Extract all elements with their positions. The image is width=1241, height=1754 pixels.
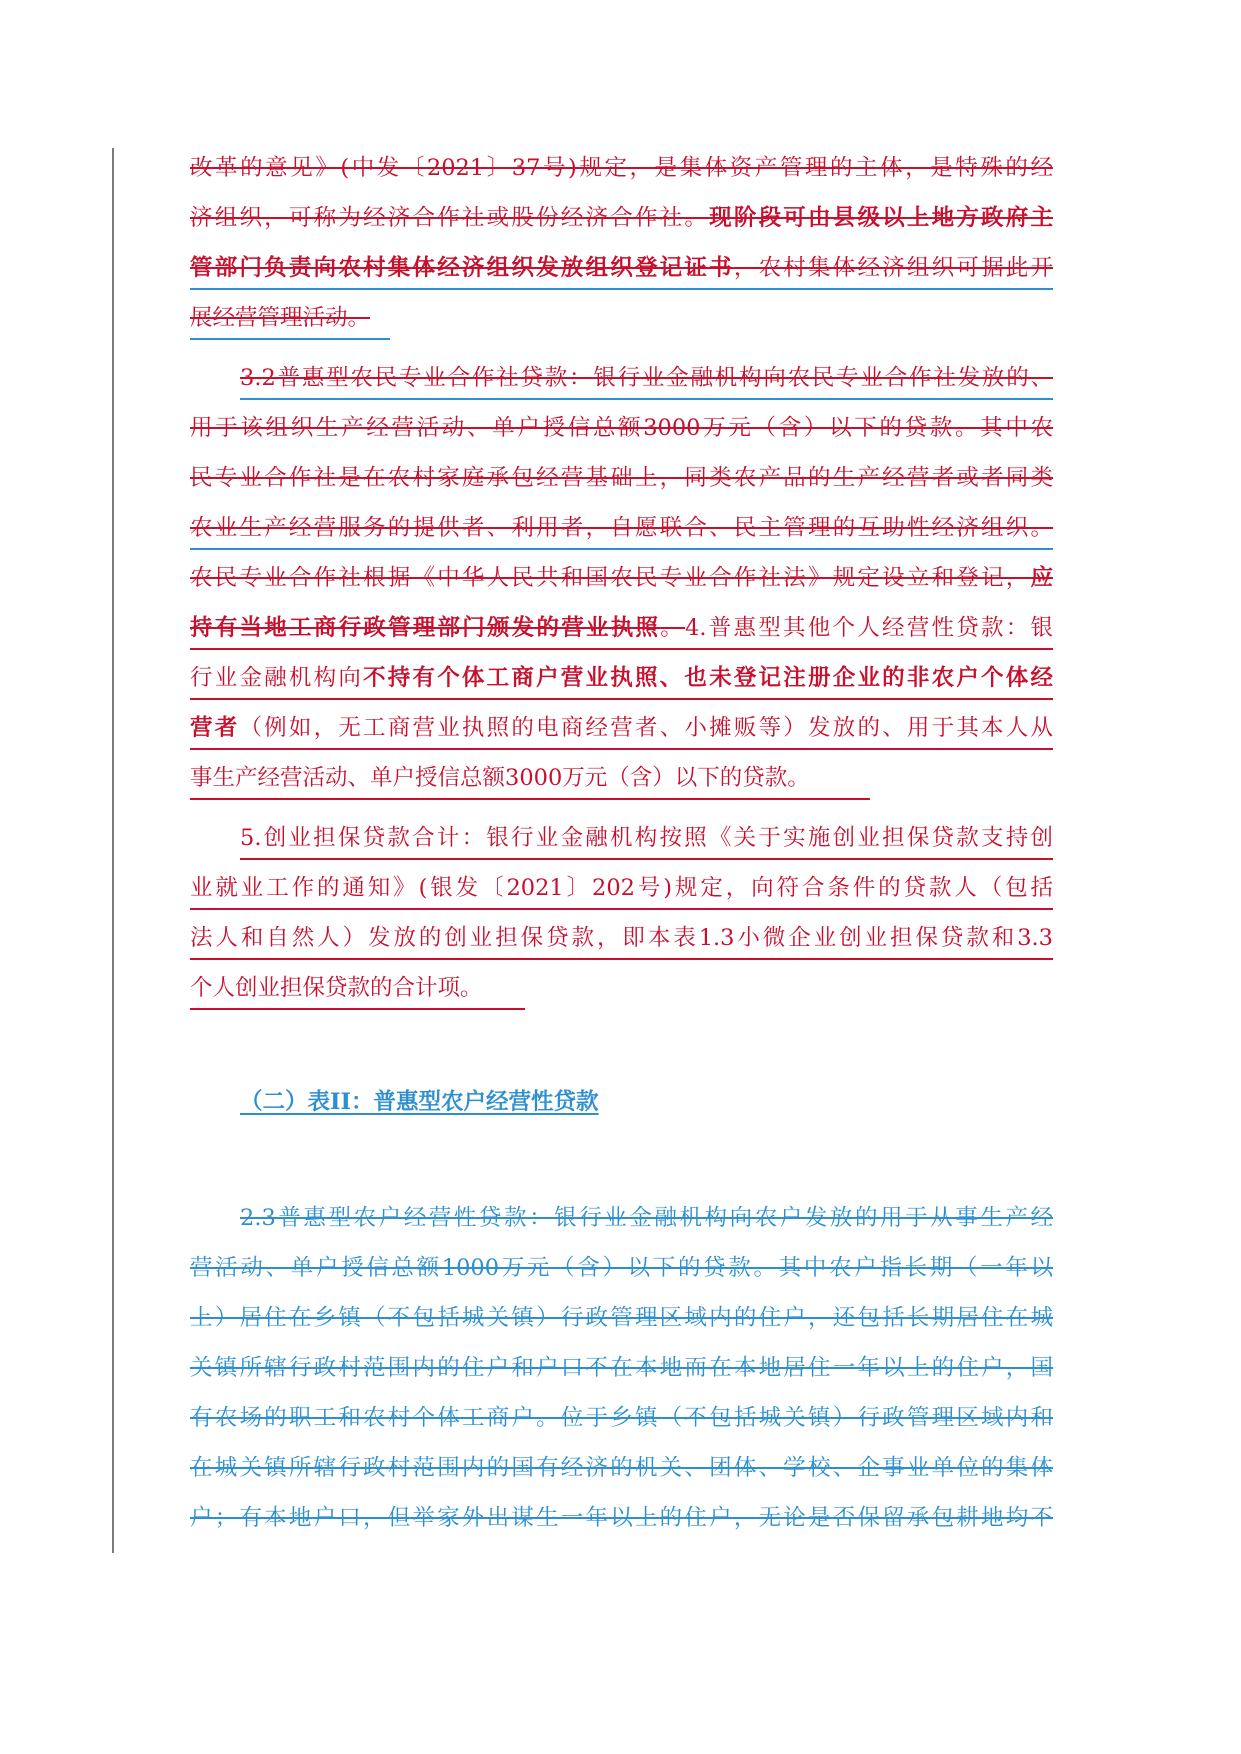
revision-underline	[190, 288, 1053, 290]
inserted-text: 4.普惠型其他个人经营性贷款：银	[685, 615, 1053, 641]
bold-deleted-text: 应	[1030, 565, 1053, 591]
revision-underline	[190, 338, 390, 340]
text-line	[190, 608, 1053, 648]
text-line: 业就业工作的通知》(银发〔2021〕202号)规定，向符合条件的贷款人（包括	[190, 875, 1053, 901]
text-line: 3.2普惠型农民专业合作社贷款：银行业金融机构向农民专业合作社发放的、	[240, 365, 1053, 391]
revision-underline	[240, 398, 1053, 400]
bold-deleted-text: 现阶段可由县级以上地方政府主	[709, 205, 1053, 231]
text-line: 上）居住在乡镇（不包括城关镇）行政管理区域内的住户，还包括长期居住在城	[190, 1305, 1053, 1331]
insertion-underline	[240, 858, 1053, 860]
revision-change-bar	[112, 148, 114, 1553]
text-line: 改革的意见》(中发〔2021〕37号)规定，是集体资产管理的主体，是特殊的经	[190, 155, 1053, 181]
revision-underline	[190, 548, 1053, 550]
text-line	[190, 558, 1053, 598]
insertion-underline	[190, 958, 1053, 960]
insertion-underline	[190, 698, 1053, 700]
text-line: 事生产经营活动、单户授信总额3000万元（含）以下的贷款。	[190, 765, 810, 791]
text-line	[190, 248, 1053, 288]
text-line: 民专业合作社是在农村家庭承包经营基础上，同类农产品的生产经营者或者同类	[190, 465, 1053, 491]
text-line: 户；有本地户口，但举家外出谋生一年以上的住户，无论是否保留承包耕地均不	[190, 1505, 1053, 1531]
text-line: 在城关镇所辖行政村范围内的国有经济的机关、团体、学校、企事业单位的集体	[190, 1455, 1053, 1481]
text-line: 个人创业担保贷款的合计项。	[190, 975, 483, 1001]
text-line: 营活动、单户授信总额1000万元（含）以下的贷款。其中农户指长期（一年以	[190, 1255, 1053, 1281]
text-line: 5.创业担保贷款合计：银行业金融机构按照《关于实施创业担保贷款支持创	[240, 825, 1053, 851]
text-line: 用于该组织生产经营活动、单户授信总额3000万元（含）以下的贷款。其中农	[190, 415, 1053, 441]
text-line	[190, 658, 1053, 698]
insertion-underline	[190, 648, 1053, 650]
deleted-text: 。	[660, 615, 686, 641]
bold-inserted-text: 营者	[190, 715, 240, 741]
text-line: 有农场的职工和农村个体工商户。位于乡镇（不包括城关镇）行政管理区域内和	[190, 1405, 1053, 1431]
insertion-underline	[190, 1008, 525, 1010]
deleted-text: 济组织，可称为经济合作社或股份经济合作社。	[190, 205, 710, 231]
insertion-underline	[190, 798, 870, 800]
insertion-underline	[190, 748, 1053, 750]
deleted-text: 农民专业合作社根据《中华人民共和国农民专业合作社法》规定设立和登记，	[190, 565, 1031, 591]
bold-inserted-text: 不持有个体工商户营业执照、也未登记注册企业的非农户个体经	[363, 665, 1053, 691]
bold-deleted-text: 管部门负责向农村集体经济组织发放组织登记证书	[190, 255, 734, 281]
inserted-text: （例如，无工商营业执照的电商经营者、小摊贩等）发放的、用于其本人从	[239, 715, 1053, 741]
text-line	[190, 198, 1053, 238]
deleted-text: ，农村集体经济组织可据此开	[733, 255, 1053, 281]
section-heading: （二）表II：普惠型农户经营性贷款	[240, 1089, 599, 1115]
inserted-text: 行业金融机构向	[190, 665, 364, 691]
text-line: 农业生产经营服务的提供者、利用者，自愿联合、民主管理的互助性经济组织。	[190, 515, 1053, 541]
bold-deleted-text: 持有当地工商行政管理部门颁发的营业执照	[190, 615, 661, 641]
text-line	[190, 708, 1053, 748]
text-line: 法人和自然人）发放的创业担保贷款，即本表1.3小微企业创业担保贷款和3.3	[190, 925, 1053, 951]
text-line: 展经营管理活动。	[190, 305, 371, 331]
insertion-underline	[190, 908, 1053, 910]
text-line: 关镇所辖行政村范围内的住户和户口不在本地而在本地居住一年以上的住户，国	[190, 1355, 1053, 1381]
text-line: 2.3普惠型农户经营性贷款：银行业金融机构向农户发放的用于从事生产经	[240, 1205, 1053, 1231]
